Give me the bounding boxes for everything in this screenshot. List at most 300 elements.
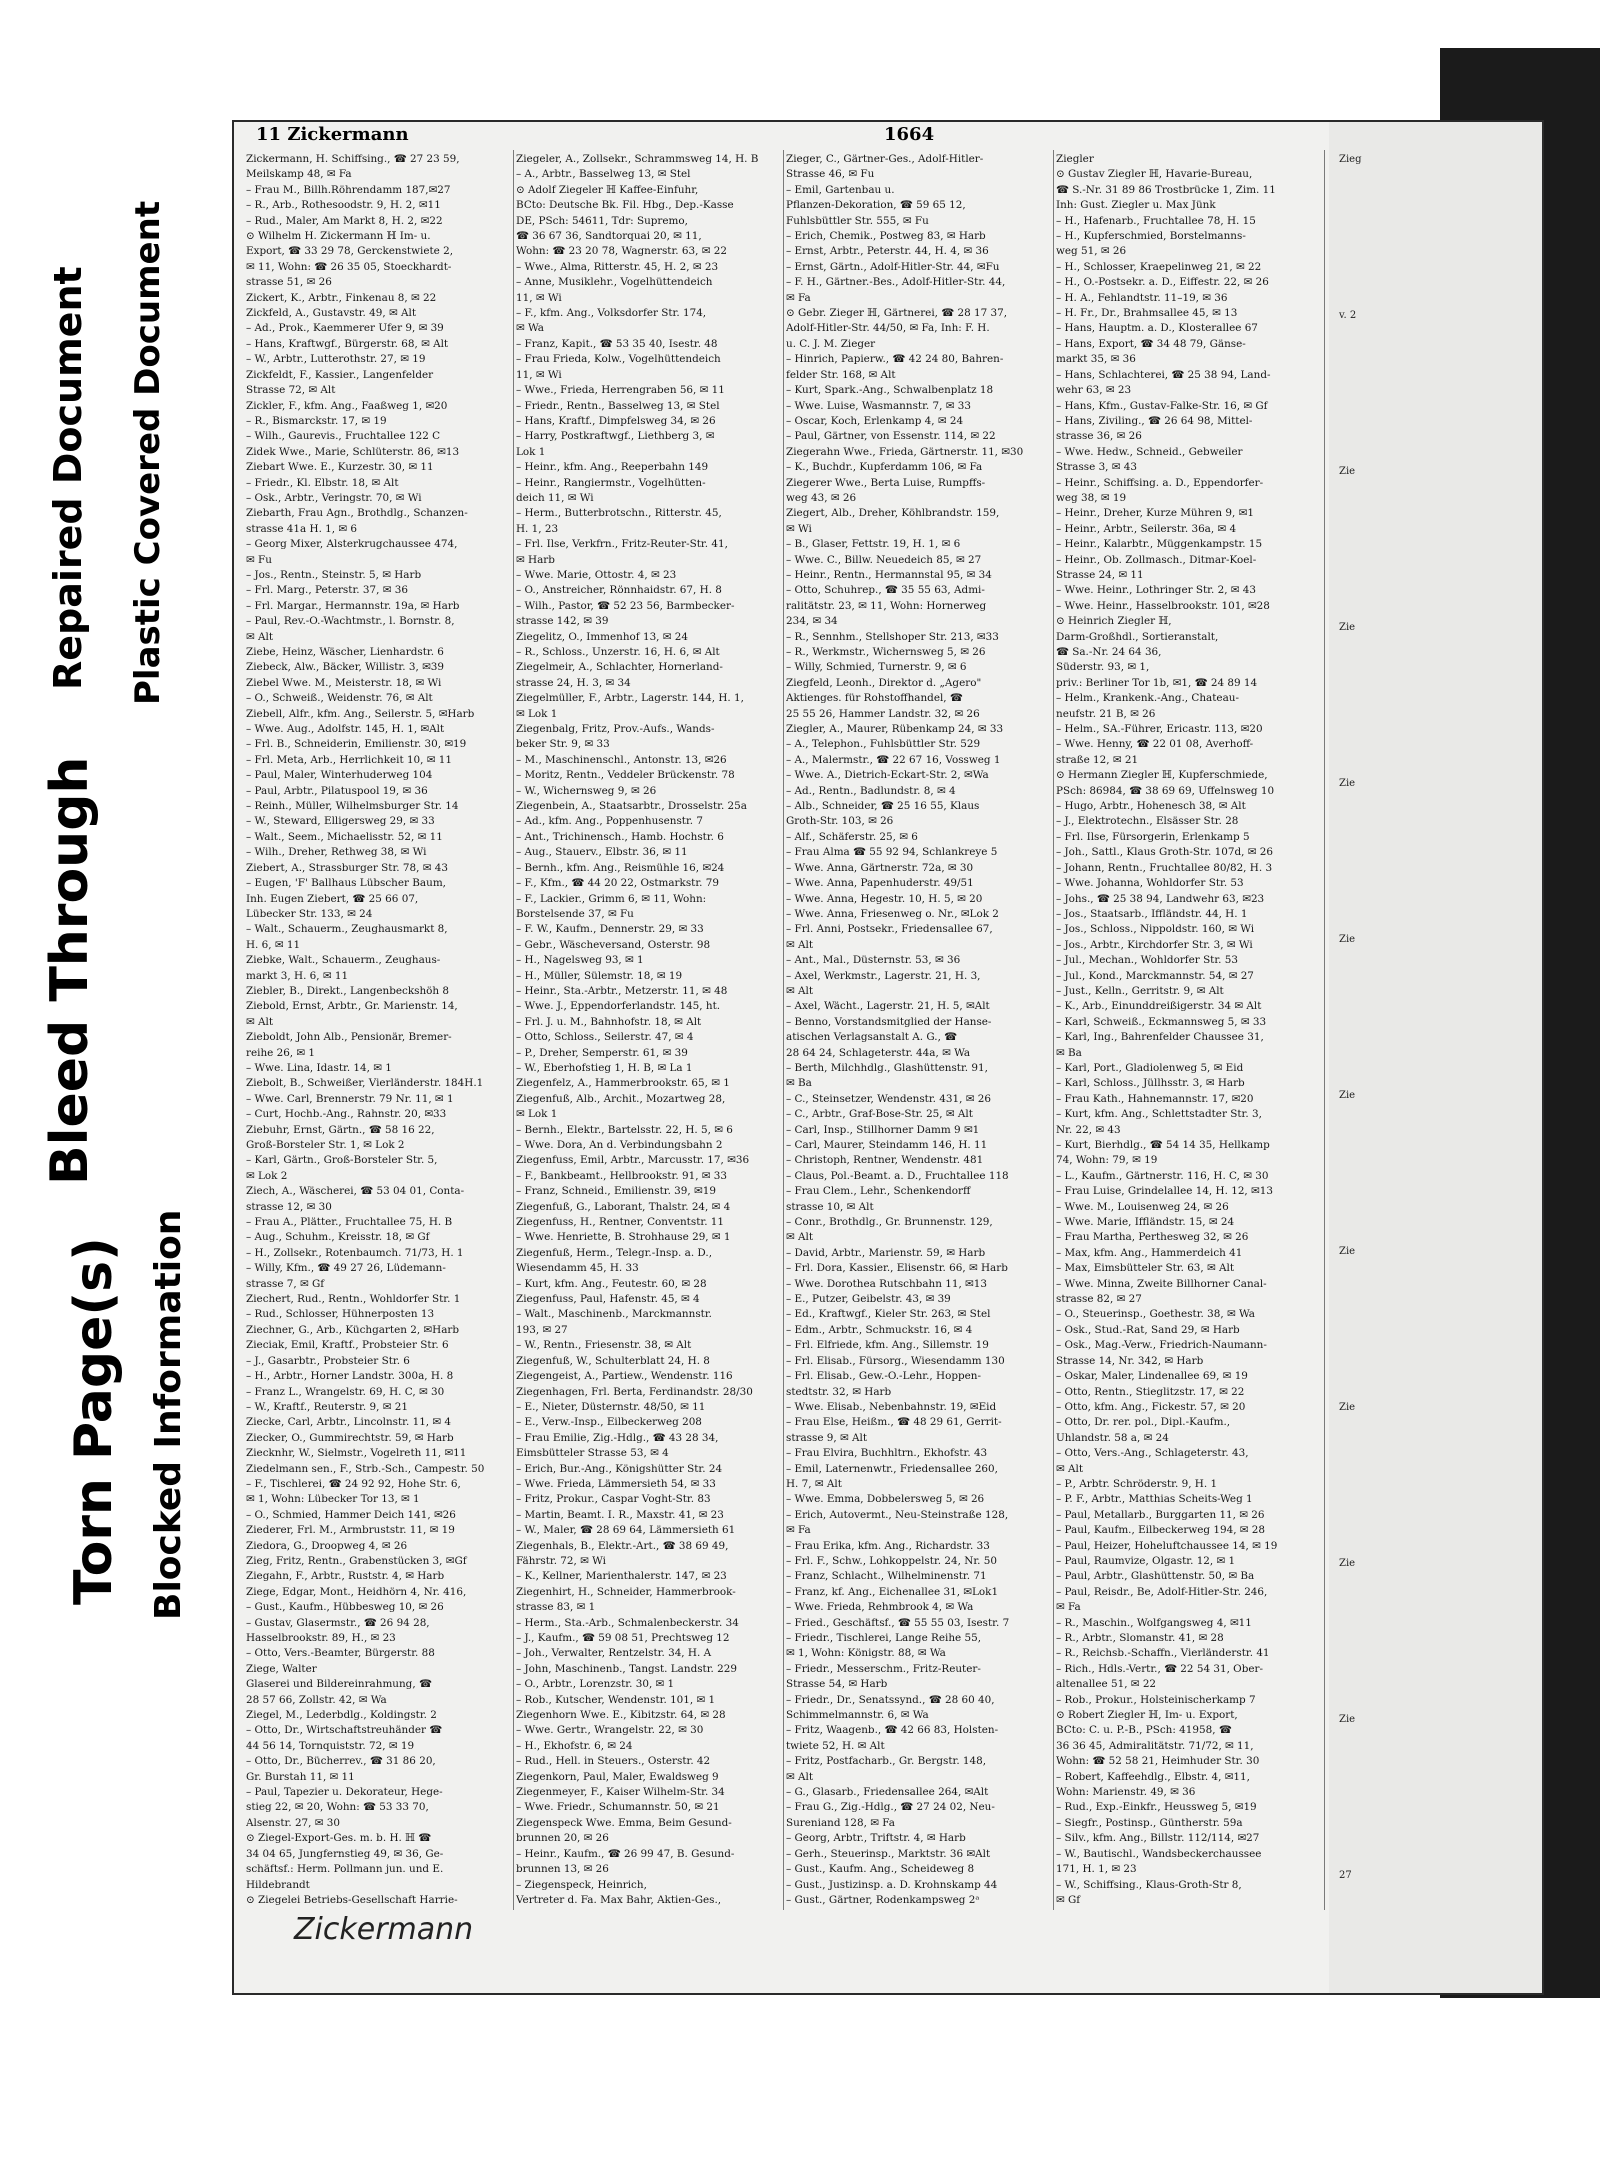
directory-entry-line: Schimmelmannstr. 6, ✉ Wa [786,1709,929,1722]
directory-entry-line: – Ad., kfm. Ang., Poppenhusenstr. 7 [516,815,703,828]
directory-entry-line: ✉ 11, Wohn: ☎ 26 35 05, Stoeckhardt- [246,260,452,273]
directory-entry-line: – Paul, Gärtner, von Essenstr. 114, ✉ 22 [786,430,996,443]
directory-entry-line: – H., Hafenarb., Fruchtallee 78, H. 15 [1056,214,1256,227]
directory-entry-line: weg 38, ✉ 19 [1056,491,1127,504]
directory-entry-line: – Jos., Schloss., Nippoldstr. 160, ✉ Wi [1056,923,1255,936]
directory-entry-line: – Franz, kf. Ang., Eichenallee 31, ✉Lok1 [786,1585,999,1598]
directory-entry-line: Süderstr. 93, ✉ 1, [1056,661,1150,674]
directory-entry-line: Ziegenhagen, Frl. Berta, Ferdinandstr. 28/30 [516,1385,753,1398]
label-plastic-covered: Plastic Covered Document [128,200,168,705]
adjacent-page-text: Zie [1339,1558,1356,1569]
directory-entry-line: weg 43, ✉ 26 [786,491,857,504]
directory-entry-line: – W., Rentn., Friesenstr. 38, ✉ Alt [516,1339,692,1352]
directory-entry-line: – Wwe. Carl, Brennerstr. 79 Nr. 11, ✉ 1 [246,1092,454,1105]
directory-entry-line: ✉ Alt [786,938,814,951]
directory-entry-line: – Frl. Marg., Peterstr. 37, ✉ 36 [246,584,408,597]
directory-entry-line: strasse 12, ✉ 30 [246,1200,332,1213]
directory-entry-line: ✉ Wi [786,522,812,535]
directory-entry-line: – Osk., Arbtr., Veringstr. 70, ✉ Wi [246,491,422,504]
directory-entry-line: – W., Arbtr., Lutterothstr. 27, ✉ 19 [246,353,426,366]
directory-entry-line: – Heinr., Kalarbtr., Müggenkampstr. 15 [1056,538,1263,551]
directory-entry-line: 74, Wohn: 79, ✉ 19 [1056,1154,1158,1167]
adjacent-page-text: Zie [1339,466,1356,477]
directory-entry-line: – Wwe. Dora, An d. Verbindungsbahn 2 [516,1139,723,1151]
directory-entry-line: – H., Schlosser, Kraepelinweg 21, ✉ 22 [1056,260,1262,273]
directory-entry-line: ralitätstr. 23, ✉ 11, Wohn: Hornerweg [786,599,987,612]
directory-entry-line: strasse 51, ✉ 26 [246,276,332,289]
directory-entry-line: 34 04 65, Jungfernstieg 49, ✉ 36, Ge- [246,1847,444,1860]
directory-entry-line: Ziegenkorn, Paul, Maler, Ewaldsweg 9 [516,1770,719,1783]
directory-entry-line: Groß-Borsteler Str. 1, ✉ Lok 2 [246,1139,405,1151]
directory-entry-line: – O., Schmied, Hammer Deich 141, ✉26 [246,1508,456,1521]
directory-entry-line: felder Str. 168, ✉ Alt [786,368,896,381]
directory-entry-line: – Franz, Schneid., Emilienstr. 39, ✉19 [516,1185,716,1198]
directory-entry-line: Ziegenfuss, H., Rentner, Conventstr. 11 [516,1216,725,1229]
directory-entry-line: Wiesendamm 45, H. 33 [516,1262,639,1275]
page-number: 1664 [884,124,935,145]
directory-entry-line: – Walt., Seem., Michaelisstr. 52, ✉ 11 [246,830,443,843]
directory-entry-line: – W., Maler, ☎ 28 69 64, Lämmersieth 61 [516,1524,736,1537]
directory-entry-line: Strasse 54, ✉ Harb [786,1678,888,1691]
directory-entry-line: – R., Arb., Rothesoodstr. 9, H. 2, ✉11 [246,199,441,212]
column-divider [1324,150,1325,1910]
directory-entry-line: – Axel, Werkmstr., Lagerstr. 21, H. 3, [786,969,981,982]
directory-entry-line: ✉ Fa [1056,1601,1081,1614]
directory-entry-line: ✉ 1, Wohn: Königstr. 88, ✉ Wa [786,1647,946,1660]
directory-entry-line: Zickermann, H. Schiffsing., ☎ 27 23 59, [246,153,460,165]
directory-entry-line: ✉ Lok 1 [516,1108,558,1121]
directory-entry-line: – Paul, Raumvize, Olgastr. 12, ✉ 1 [1056,1554,1236,1567]
directory-entry-line: Zidek Wwe., Marie, Schlüterstr. 86, ✉13 [246,445,460,458]
directory-entry-line: Ziegenhorn Wwe. E., Kibitzstr. 64, ✉ 28 [516,1709,726,1722]
directory-entry-line: – Wilh., Dreher, Rethweg 38, ✉ Wi [246,846,427,859]
directory-entry-line: – Hugo, Arbtr., Hohenesch 38, ✉ Alt [1056,800,1246,813]
directory-entry-line: – Frl. Margar., Hermannstr. 19a, ✉ Harb [246,599,460,612]
directory-entry-line: – Kurt, kfm. Ang., Schlettstadter Str. 3, [1056,1108,1262,1121]
directory-entry-line: – J., Kaufm., ☎ 59 08 51, Prechtsweg 12 [516,1632,730,1644]
directory-entry-line: – Heinr., Dreher, Kurze Mühren 9, ✉1 [1056,507,1254,520]
directory-entry-line: – H., Arbtr., Horner Landstr. 300a, H. 8 [246,1370,454,1383]
directory-entry-line: – Wilh., Gaurevis., Fruchtallee 122 C [246,430,441,443]
directory-entry-line: Ziebuhr, Ernst, Gärtn., ☎ 58 16 22, [246,1123,435,1136]
directory-entry-line: markt 35, ✉ 36 [1056,353,1136,366]
directory-entry-line: Ziegenfelz, A., Hammerbrookstr. 65, ✉ 1 [516,1077,730,1090]
directory-entry-line: – F. H., Gärtner.-Bes., Adolf-Hitler-Str. 44, [786,276,1006,289]
directory-entry-line: strasse 9, ✉ Alt [786,1431,868,1444]
directory-entry-line: Ziegerer Wwe., Berta Luise, Rumpffs- [786,476,986,489]
directory-entry-line: – Heinr., Arbtr., Seilerstr. 36a, ✉ 4 [1056,522,1237,535]
directory-entry-line: – Karl, Schweiß., Eckmannsweg 5, ✉ 33 [1056,1015,1267,1028]
directory-entry-line: – John, Maschinenb., Tangst. Landstr. 229 [516,1662,737,1675]
directory-entry-line: ☎ S.-Nr. 31 89 86 Trostbrücke 1, Zim. 11 [1056,183,1276,196]
directory-entry-line: Zieboldt, John Alb., Pensionär, Bremer- [246,1031,452,1044]
directory-entry-line: Gr. Burstah 11, ✉ 11 [246,1770,355,1783]
directory-entry-line: – W., Wichernsweg 9, ✉ 26 [516,784,657,797]
directory-entry-line: Ziebarth, Frau Agn., Brothdlg., Schanzen- [246,507,468,520]
directory-entry-line: – Frau Frieda, Kolw., Vogelhüttendeich [516,353,721,366]
directory-entry-line: ⊙ Robert Ziegler ℍ, Im- u. Export, [1056,1709,1238,1722]
directory-entry-line: Zieciak, Emil, Kraftf., Probsteier Str. 6 [246,1339,449,1352]
directory-entry-line: – H., Müller, Sülemstr. 18, ✉ 19 [516,969,683,982]
directory-entry-line: Ziegengeist, A., Partiew., Wendenstr. 116 [516,1370,733,1383]
directory-entry-line: – Otto, Schloss., Seilerstr. 47, ✉ 4 [516,1031,694,1044]
directory-entry-line: – Wwe. Aug., Adolfstr. 145, H. 1, ✉Alt [246,723,445,736]
directory-entry-line: Ziegelmeir, A., Schlachter, Hornerland- [516,661,723,674]
directory-entry-line: – R., Reichsb.-Schaffn., Vierländerstr. 41 [1056,1647,1270,1660]
label-bleed-through: Bleed Through [40,756,100,1185]
directory-entry-line: – H., Kupferschmied, Borstelmanns- [1056,230,1246,243]
directory-entry-line: – Eugen, 'F' Ballhaus Lübscher Baum, [246,877,446,890]
directory-entry-line: – Fried., Geschäftsf., ☎ 55 55 03, Isestr. 7 [786,1616,1010,1629]
directory-entry-line: – Frl. Dora, Kassier., Elisenstr. 66, ✉ Harb [786,1262,1008,1275]
directory-entry-line: Ziebell, Alfr., kfm. Ang., Seilerstr. 5, ✉Harb [246,707,475,720]
directory-entry-line: brunnen 20, ✉ 26 [516,1832,609,1845]
directory-entry-line: – H., O.-Postsekr. a. D., Eiffestr. 22, ✉ 26 [1056,276,1269,289]
directory-entry-line: ✉ Lok 2 [246,1169,288,1182]
adjacent-page-text: Zie [1339,778,1356,789]
directory-entry-line: Ziecker, O., Gummirechtstr. 59, ✉ Harb [246,1431,454,1444]
directory-entry-line: – P., Arbtr. Schröderstr. 9, H. 1 [1056,1477,1218,1490]
directory-entry-line: markt 3, H. 6, ✉ 11 [246,969,349,982]
directory-entry-line: Ziegelmüller, F., Arbtr., Lagerstr. 144, H. 1, [516,692,744,705]
directory-entry-line: ✉ Wa [516,322,544,335]
directory-entry-line: – O., Schweiß., Weidenstr. 76, ✉ Alt [246,692,433,705]
directory-entry-line: strasse 36, ✉ 26 [1056,430,1142,443]
directory-entry-line: ✉ Harb [516,553,555,566]
directory-entry-line: – R., Werkmstr., Wichernsweg 5, ✉ 26 [786,646,986,658]
directory-entry-line: twiete 52, H. ✉ Alt [786,1739,885,1752]
directory-entry-line: – Carl, Insp., Stillhorner Damm 9 ✉1 [786,1123,980,1136]
label-torn-pages: Torn Page(s) [64,1237,124,1605]
directory-entry-line: reihe 26, ✉ 1 [246,1046,316,1059]
directory-entry-line: ⊙ Gustav Ziegler ℍ, Havarie-Bureau, [1056,168,1253,181]
directory-entry-line: Ziegenfuß, G., Laborant, Thalstr. 24, ✉ 4 [516,1200,731,1213]
directory-entry-line: 11, ✉ Wi [516,291,562,304]
directory-entry-line: – Franz L., Wrangelstr. 69, H. C, ✉ 30 [246,1385,445,1398]
directory-entry-line: – Gust., Gärtner, Rodenkampsweg 2ᵃ [786,1893,980,1906]
directory-entry-line: – Wwe. Minna, Zweite Billhorner Canal- [1056,1277,1267,1290]
directory-entry-line: – Wwe., Alma, Ritterstr. 45, H. 2, ✉ 23 [516,260,719,273]
directory-entry-line: – Wwe. C., Billw. Neuedeich 85, ✉ 27 [786,553,982,566]
directory-entry-line: ✉ Fa [786,1524,811,1537]
directory-entry-line: – Hans, Hauptm. a. D., Klosterallee 67 [1056,322,1258,335]
directory-entry-line: Strasse 24, ✉ 11 [1056,568,1144,581]
directory-entry-line: Glaserei und Bildereinrahmung, ☎ [246,1678,432,1691]
directory-entry-line: straße 12, ✉ 21 [1056,753,1139,766]
directory-entry-line: – Wwe., Frieda, Herrengraben 56, ✉ 11 [516,384,725,397]
directory-entry-line: – Heinr., Sta.-Arbtr., Metzerstr. 11, ✉ 48 [516,984,728,997]
directory-entry-line: weg 51, ✉ 26 [1056,245,1127,258]
directory-entry-line: – Wwe. Lina, Idastr. 14, ✉ 1 [246,1061,392,1074]
directory-entry-line: ☎ Sa.-Nr. 24 64 36, [1056,646,1162,658]
directory-entry-line: – Bernh., kfm. Ang., Reismühle 16, ✉24 [516,861,725,874]
directory-entry-line: – Ad., Rentn., Badlundstr. 8, ✉ 4 [786,784,956,797]
directory-entry-line: Vertreter d. Fa. Max Bahr, Aktien-Ges., [516,1893,722,1906]
directory-entry-line: PSch: 86984, ☎ 38 69 69, Uffelnsweg 10 [1056,784,1275,797]
directory-entry-line: – Helm., Krankenk.-Ang., Chateau- [1056,692,1239,705]
directory-entry-line: – Wwe. Marie, Ottostr. 4, ✉ 23 [516,568,677,581]
directory-entry-line: Fuhlsbüttler Str. 555, ✉ Fu [786,214,929,227]
directory-entry-line: – K., Arb., Einunddreißigerstr. 34 ✉ Alt [1056,1000,1262,1013]
directory-entry-line: Inh. Eugen Ziebert, ☎ 25 66 07, [246,892,419,905]
directory-entry-line: – Frl. J. u. M., Bahnhofstr. 18, ✉ Alt [516,1015,702,1028]
directory-entry-line: Ziegerahn Wwe., Frieda, Gärtnerstr. 11, ✉30 [786,445,1024,458]
directory-entry-line: stieg 22, ✉ 20, Wohn: ☎ 53 33 70, [246,1801,429,1814]
directory-entry-line: Ziederer, Frl. M., Armbruststr. 11, ✉ 19 [246,1524,455,1537]
directory-entry-line: – Hans, Kraftwgf., Bürgerstr. 68, ✉ Alt [246,337,449,350]
directory-entry-line: Ziegenfuß, W., Schulterblatt 24, H. 8 [516,1354,710,1367]
directory-entry-line: – Frl. Elisab., Gew.-O.-Lehr., Hoppen- [786,1370,982,1383]
directory-entry-line: u. C. J. M. Zieger [786,337,876,350]
adjacent-page-text: Zie [1339,1246,1356,1257]
directory-entry-line: 171, H. 1, ✉ 23 [1056,1863,1137,1876]
directory-entry-line: Adolf-Hitler-Str. 44/50, ✉ Fa, Inh: F. H. [786,322,990,335]
directory-entry-line: Inh: Gust. Ziegler u. Max Jünk [1056,199,1216,212]
directory-entry-line: – Claus, Pol.-Beamt. a. D., Fruchtallee 118 [786,1169,1009,1182]
directory-entry-line: – Frau Clem., Lehr., Schenkendorff [786,1185,971,1198]
directory-entry-line: strasse 7, ✉ Gf [246,1277,325,1290]
adjacent-page-text: Zieg [1339,154,1362,165]
directory-entry-line: ✉ Fa [786,291,811,304]
directory-entry-line: – Jul., Mechan., Wohldorfer Str. 53 [1056,954,1239,967]
directory-entry-line: – Wwe. Hedw., Schneid., Gebweiler [1056,445,1243,458]
directory-entry-line: Zieger, C., Gärtner-Ges., Adolf-Hitler- [786,153,984,165]
directory-entry-line: Wohn: Marienstr. 49, ✉ 36 [1056,1786,1196,1799]
directory-entry-line: – Wwe. M., Louisenweg 24, ✉ 26 [1056,1200,1229,1213]
directory-entry-line: Ziecke, Carl, Arbtr., Lincolnstr. 11, ✉ 4 [246,1416,452,1429]
directory-entry-line: ✉ Alt [786,984,814,997]
directory-entry-line: – Paul, Kaufm., Eilbeckerweg 194, ✉ 28 [1056,1524,1266,1537]
directory-column-3 [786,152,1054,1907]
adjacent-page-fragment [1329,122,1544,1995]
directory-entry-line: – L., Kaufm., Gärtnerstr. 116, H. C, ✉ 30 [1056,1169,1269,1182]
directory-entry-line: – Frau Luise, Grindelallee 14, H. 12, ✉13 [1056,1185,1273,1198]
directory-entry-line: – Heinr., Rangiermstr., Vogelhütten- [516,476,706,489]
directory-entry-line: H. 6, ✉ 11 [246,938,301,951]
directory-entry-line: – Alf., Schäferstr. 25, ✉ 6 [786,830,918,843]
directory-entry-line: – G., Glasarb., Friedensallee 264, ✉Alt [786,1786,989,1799]
directory-entry-line: ⊙ Gebr. Zieger ℍ, Gärtnerei, ☎ 28 17 37, [786,307,1008,320]
directory-entry-line: – Frl. Elisab., Fürsorg., Wiesendamm 130 [786,1354,1005,1367]
directory-entry-line: ☎ 36 67 36, Sandtorquai 20, ✉ 11, [516,230,702,243]
directory-entry-line: – H., Ekhofstr. 6, ✉ 24 [516,1739,633,1752]
directory-entry-line: – J., Elektrotechn., Elsässer Str. 28 [1056,815,1239,828]
directory-entry-line: Ziegenhals, B., Elektr.-Art., ☎ 38 69 49, [516,1539,729,1552]
directory-entry-line: – Fritz, Postfacharb., Gr. Bergstr. 148, [786,1755,987,1768]
directory-entry-line: – P. F., Arbtr., Matthias Scheits-Weg 1 [1056,1493,1253,1506]
directory-entry-line: – Wwe. Frieda, Rehmbrook 4, ✉ Wa [786,1601,974,1614]
directory-entry-line: – Martin, Beamt. I. R., Maxstr. 41, ✉ 23 [516,1508,724,1521]
handwritten-note: Zickermann [294,1912,474,1947]
directory-entry-line: – Ziegenspeck, Heinrich, [516,1878,647,1891]
directory-entry-line: Uhlandstr. 58 a, ✉ 24 [1056,1431,1169,1444]
directory-entry-line: – Oskar, Maler, Lindenallee 69, ✉ 19 [1056,1370,1248,1383]
directory-entry-line: – Rich., Hdls.-Vertr., ☎ 22 54 31, Ober- [1056,1662,1263,1675]
directory-entry-line: – Ant., Trichinensch., Hamb. Hochstr. 6 [516,830,724,843]
directory-entry-line: – Otto, Dr., Bücherrev., ☎ 31 86 20, [246,1755,436,1768]
directory-entry-line: – Bernh., Elektr., Bartelsstr. 22, H. 5, ✉ 6 [516,1123,733,1136]
directory-entry-line: – E., Verw.-Insp., Eilbeckerweg 208 [516,1416,702,1429]
directory-entry-line: – Emil, Laternenwtr., Friedensallee 260, [786,1462,998,1475]
directory-entry-line: – F. W., Kaufm., Dennerstr. 29, ✉ 33 [516,923,704,936]
directory-entry-line: Ziege, Edgar, Mont., Heidhörn 4, Nr. 416, [246,1585,467,1598]
directory-entry-line: Ziechert, Rud., Rentn., Wohldorfer Str. 1 [246,1293,461,1306]
directory-entry-line: Ziebeck, Alw., Bäcker, Willistr. 3, ✉39 [246,661,445,674]
directory-entry-line: – Gustav, Glasermstr., ☎ 26 94 28, [246,1616,430,1629]
directory-entry-line: – Ad., Prok., Kaemmerer Ufer 9, ✉ 39 [246,322,444,335]
directory-entry-line: ✉ Lok 1 [516,707,558,720]
directory-entry-line: – Wwe. Dorothea Rutschbahn 11, ✉13 [786,1277,987,1290]
adjacent-page-text: Zie [1339,1402,1356,1413]
directory-entry-line: – Joh., Sattl., Klaus Groth-Str. 107d, ✉ 26 [1056,846,1273,859]
directory-entry-line: – Moritz, Rentn., Veddeler Brückenstr. 78 [516,769,735,782]
adjacent-page-lines [1339,152,1361,1995]
directory-entry-line: strasse 41a H. 1, ✉ 6 [246,522,358,535]
directory-entry-line: – Gust., Justizinsp. a. D. Krohnskamp 44 [786,1878,998,1891]
directory-entry-line: – Wwe. J., Eppendorferlandstr. 145, ht. [516,1000,721,1013]
directory-entry-line: – Jul., Kond., Marckmannstr. 54, ✉ 27 [1056,969,1254,982]
directory-entry-line: Ziegenfuss, Emil, Arbtr., Marcusstr. 17, ✉36 [516,1154,750,1167]
directory-entry-line: – Ant., Mal., Düsternstr. 53, ✉ 36 [786,954,961,967]
header-running-title: 11 Zickermann [256,124,409,145]
directory-entry-line: Ziebe, Heinz, Wäscher, Lienhardstr. 6 [246,646,444,658]
directory-entry-line: – Friedr., Tischlerei, Lange Reihe 55, [786,1632,982,1644]
directory-entry-line: – Georg, Arbtr., Triftstr. 4, ✉ Harb [786,1832,966,1845]
directory-entry-line: 234, ✉ 34 [786,615,838,628]
directory-entry-line: Ziegenfuß, Herm., Telegr.-Insp. a. D., [516,1246,712,1259]
directory-entry-line: – Oscar, Koch, Erlenkamp 4, ✉ 24 [786,414,964,427]
directory-entry-line: Ziegenfuß, Alb., Archit., Mozartweg 28, [516,1092,726,1105]
directory-entry-line: Ziegler, A., Maurer, Rübenkamp 24, ✉ 33 [786,723,1004,736]
directory-entry-line: – Frau Kath., Hahnemannstr. 17, ✉20 [1056,1092,1254,1105]
directory-entry-line: – Joh., Verwalter, Rentzelstr. 34, H. A [516,1647,712,1660]
directory-entry-line: – Gerh., Steuerinsp., Marktstr. 36 ✉Alt [786,1847,991,1860]
directory-entry-line: – R., Arbtr., Slomanstr. 41, ✉ 28 [1056,1632,1224,1644]
directory-entry-line: ✉ Alt [246,630,274,643]
directory-entry-line: – Harry, Postkraftwgf., Liethberg 3, ✉ [516,430,715,443]
directory-entry-line: Meilskamp 48, ✉ Fa [246,168,352,181]
directory-entry-line: – Fritz, Waagenb., ☎ 42 66 83, Holsten- [786,1724,999,1737]
directory-entry-line: – W., Kraftf., Reuterstr. 9, ✉ 21 [246,1400,408,1413]
directory-entry-line: – J., Gasarbtr., Probsteier Str. 6 [246,1354,410,1367]
directory-entry-line: – David, Arbtr., Marienstr. 59, ✉ Harb [786,1246,986,1259]
directory-entry-line: 193, ✉ 27 [516,1323,568,1336]
directory-entry-line: – Wwe. Elisab., Nebenbahnstr. 19, ✉Eid [786,1400,997,1413]
directory-entry-line: 44 56 14, Tornquiststr. 72, ✉ 19 [246,1739,415,1752]
directory-entry-line: 25 55 26, Hammer Landstr. 32, ✉ 26 [786,707,980,720]
directory-entry-line: Ziegler [1056,153,1094,165]
directory-entry-line: ⊙ Wilhelm H. Zickermann ℍ Im- u. [246,230,431,243]
directory-entry-line: Hildebrandt [246,1878,310,1891]
directory-entry-line: – F., Kfm., ☎ 44 20 22, Ostmarkstr. 79 [516,877,719,890]
directory-entry-line: Fährstr. 72, ✉ Wi [516,1554,606,1567]
directory-entry-line: – H. Fr., Dr., Brahmsallee 45, ✉ 13 [1056,307,1238,320]
directory-entry-line: – Wwe. Heinr., Hasselbrookstr. 101, ✉28 [1056,599,1270,612]
directory-entry-line: – Wwe. Anna, Hegestr. 10, H. 5, ✉ 20 [786,892,983,905]
directory-entry-line: – Frl. Meta, Arb., Herrlichkeit 10, ✉ 11 [246,753,453,766]
directory-entry-line: – F., Bankbeamt., Hellbrookstr. 91, ✉ 33 [516,1169,728,1182]
directory-entry-line: – Wwe. A., Dietrich-Eckart-Str. 2, ✉Wa [786,769,989,782]
directory-entry-line: – Ernst, Gärtn., Adolf-Hitler-Str. 44, ✉Fu [786,260,1000,273]
adjacent-page-text: Zie [1339,934,1356,945]
directory-entry-line: – Hinrich, Papierw., ☎ 42 24 80, Bahren- [786,353,1004,366]
directory-entry-line: stedtstr. 32, ✉ Harb [786,1385,892,1398]
directory-entry-line: – Paul, Tapezier u. Dekorateur, Hege- [246,1786,443,1799]
directory-entry-line: – Osk., Mag.-Verw., Friedrich-Naumann- [1056,1339,1267,1352]
directory-entry-line: – Paul, Metallarb., Burggarten 11, ✉ 26 [1056,1508,1265,1521]
directory-entry-line: Ziecknhr, W., Sielmstr., Vogelreth 11, ✉11 [246,1447,467,1460]
label-repaired-document: Repaired Document [46,266,90,690]
directory-entry-line: Strasse 46, ✉ Fu [786,168,875,181]
directory-entry-line: – Wwe. Henny, ☎ 22 01 08, Averhoff- [1056,738,1254,751]
directory-entry-line: Lok 1 [516,445,546,458]
directory-entry-line: neufstr. 21 B, ✉ 26 [1056,707,1156,720]
directory-entry-line: – Paul, Arbtr., Glashüttenstr. 50, ✉ Ba [1056,1570,1255,1583]
directory-entry-line: – Frau Emilie, Zig.-Hdlg., ☎ 43 28 34, [516,1431,719,1444]
directory-entry-line: – Wwe. Anna, Friesenweg o. Nr., ✉Lok 2 [786,907,999,920]
directory-entry-line: Ziebold, Ernst, Arbtr., Gr. Marienstr. 14, [246,1000,458,1013]
directory-entry-line: – Rud., Schlosser, Hühnerposten 13 [246,1308,435,1321]
directory-entry-line: ⊙ Ziegelei Betriebs-Gesellschaft Harrie- [246,1893,458,1906]
directory-entry-line: – Hans, Export, ☎ 34 48 79, Gänse- [1056,337,1246,350]
directory-entry-line: Sureniand 128, ✉ Fa [786,1816,895,1829]
directory-entry-line: – Willy, Schmied, Turnerstr. 9, ✉ 6 [786,661,967,674]
directory-entry-line: – Frau Else, Heißm., ☎ 48 29 61, Gerrit- [786,1416,1002,1429]
directory-entry-line: – Karl, Gärtn., Groß-Borsteler Str. 5, [246,1154,438,1167]
directory-entry-line: – Otto, kfm. Ang., Fickestr. 57, ✉ 20 [1056,1400,1246,1413]
directory-entry-line: ✉ Fu [246,553,272,566]
directory-entry-line: Ziebart Wwe. E., Kurzestr. 30, ✉ 11 [246,461,434,474]
directory-entry-line: – Paul, Rev.-O.-Wachtmstr., l. Bornstr. 8, [246,615,455,628]
directory-entry-line: – Erich, Chemik., Postweg 83, ✉ Harb [786,230,986,243]
directory-entry-line: – Herm., Butterbrotschn., Ritterstr. 45, [516,507,722,520]
directory-entry-line: ⊙ Heinrich Ziegler ℍ, [1056,615,1172,628]
directory-entry-line: strasse 82, ✉ 27 [1056,1293,1142,1306]
directory-entry-line: Lübecker Str. 133, ✉ 24 [246,907,373,920]
directory-entry-line: Ziegert, Alb., Dreher, Köhlbrandstr. 159, [786,507,1000,520]
directory-entry-line: ✉ Ba [786,1077,812,1090]
directory-entry-line: – Erich, Bur.-Ang., Königshütter Str. 24 [516,1462,723,1475]
directory-entry-line: – Paul, Arbtr., Pilatuspool 19, ✉ 36 [246,784,428,797]
directory-entry-line: – Wwe. Henriette, B. Strohhause 29, ✉ 1 [516,1231,731,1244]
directory-entry-line: Strasse 3, ✉ 43 [1056,461,1138,474]
directory-entry-line: – Karl, Ing., Bahrenfelder Chaussee 31, [1056,1031,1264,1044]
directory-entry-line: – Herm., Sta.-Arb., Schmalenbeckerstr. 34 [516,1616,739,1629]
directory-entry-line: – C., Arbtr., Graf-Bose-Str. 25, ✉ Alt [786,1108,973,1121]
directory-entry-line: – Friedr., Kl. Elbstr. 18, ✉ Alt [246,476,399,489]
directory-entry-line: strasse 83, ✉ 1 [516,1601,596,1614]
adjacent-page-text: Zie [1339,622,1356,633]
directory-entry-line: 36 36 45, Admiralitätstr. 71/72, ✉ 11, [1056,1739,1254,1752]
directory-entry-line: – Edm., Arbtr., Schmuckstr. 16, ✉ 4 [786,1323,973,1336]
directory-entry-line: – Rob., Prokur., Holsteinischerkamp 7 [1056,1693,1256,1706]
directory-entry-line: – Osk., Stud.-Rat, Sand 29, ✉ Harb [1056,1323,1240,1336]
directory-entry-line: – Franz, Schlacht., Wilhelminenstr. 71 [786,1570,987,1583]
directory-entry-line: ✉ Gf [1056,1893,1081,1906]
directory-entry-line: Hasselbrookstr. 89, H., ✉ 23 [246,1632,396,1644]
directory-entry-line: Ziegelitz, O., Immenhof 13, ✉ 24 [516,630,689,643]
directory-entry-line: Ziegeler, A., Zollsekr., Schrammsweg 14, H. B [516,153,759,165]
directory-entry-line: – Hans, Kfm., Gustav-Falke-Str. 16, ✉ Gf [1056,399,1268,412]
directory-entry-line: Zickler, F., kfm. Ang., Faaßweg 1, ✉20 [246,399,448,412]
directory-entry-line: ✉ Alt [1056,1462,1084,1475]
directory-entry-line: ✉ Alt [246,1015,274,1028]
label-blocked-information: Blocked Information [148,1209,189,1620]
directory-entry-line: – E., Nieter, Düsternstr. 48/50, ✉ 11 [516,1400,706,1413]
directory-column-4 [1056,152,1324,1907]
directory-entry-line: Ziegenmeyer, F., Kaiser Wilhelm-Str. 34 [516,1786,725,1799]
directory-entry-line: – Christoph, Rentner, Wendenstr. 481 [786,1154,984,1167]
